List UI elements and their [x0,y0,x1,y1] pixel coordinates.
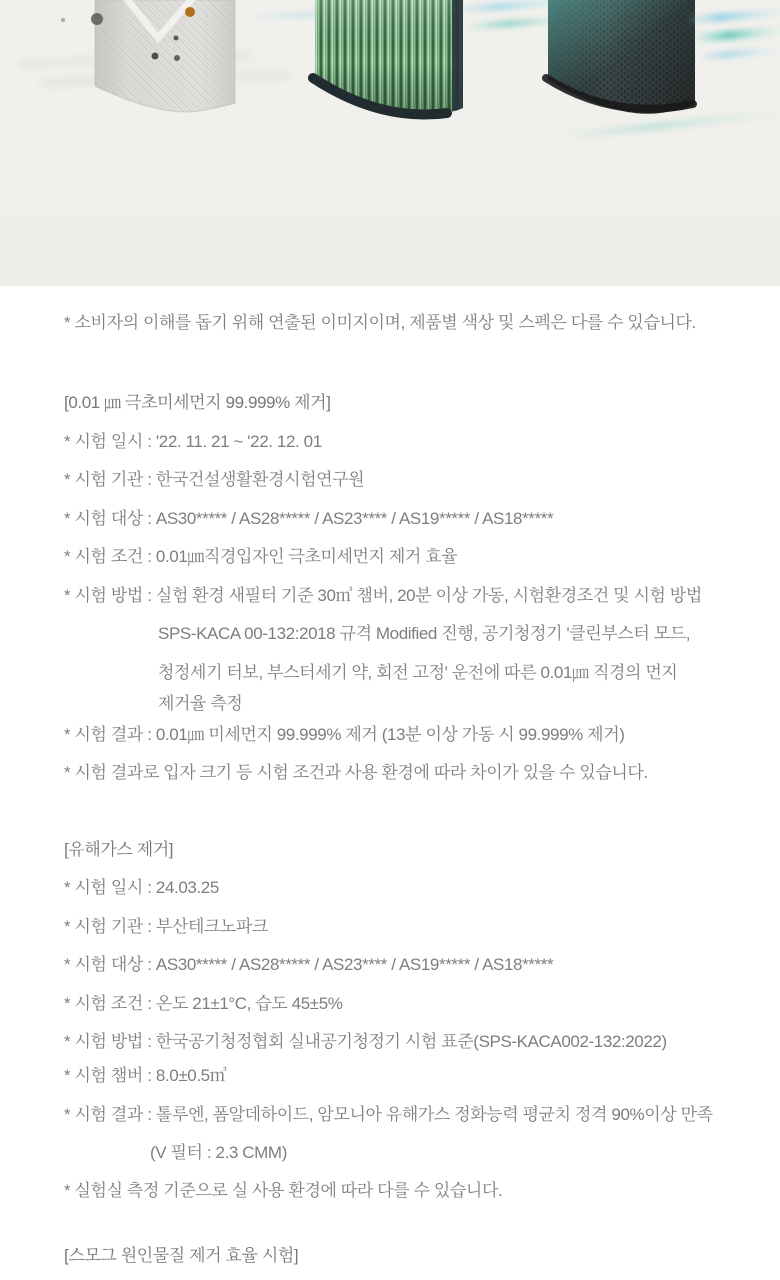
test-method-continued-line: 청정세기 터보, 부스터세기 약, 회전 고정' 운전에 따른 0.01㎛ 직경의 먼지 [158,663,678,682]
test-date-line: * 시험 일시 : '22. 11. 21 ~ '22. 12. 01 [64,432,322,451]
section-title-ultrafine-dust: [0.01 ㎛ 극초미세먼지 99.999% 제거] [64,393,331,412]
filters-illustration [0,0,780,286]
test-method-line: * 시험 방법 : 한국공기청정협회 실내공기청정기 시험 표준(SPS-KACA002-132:2022) [64,1032,667,1051]
test-condition-line: * 시험 조건 : 0.01㎛직경입자인 극초미세먼지 제거 효율 [64,547,458,566]
image-disclaimer: * 소비자의 이해를 돕기 위해 연출된 이미지이며, 제품별 색상 및 스펙은 다를 수 있습니다. [64,313,696,332]
test-method-continued-line: 제거율 측정 [158,694,243,713]
test-chamber-line: * 시험 챔버 : 8.0±0.5㎥ [64,1066,227,1085]
section-title-harmful-gas: [유해가스 제거] [64,840,174,859]
test-result-note-line: * 실험실 측정 기준으로 실 사용 환경에 따라 다를 수 있습니다. [64,1181,503,1200]
test-result-line: * 시험 결과 : 0.01㎛ 미세먼지 99.999% 제거 (13분 이상 가동 시 99.999% 제거) [64,725,625,744]
test-method-line: * 시험 방법 : 실험 환경 새필터 기준 30㎥ 챔버, 20분 이상 가동, 시험환경조건 및 시험 방법 [64,586,702,605]
test-result-continued-line: (V 필터 : 2.3 CMM) [150,1143,287,1162]
section-title-smog: [스모그 원인물질 제거 효율 시험] [64,1246,299,1265]
test-method-continued-line: SPS-KACA 00-132:2018 규격 Modified 진행, 공기청정기 '클린부스터 모드, [158,624,691,643]
test-models-line: * 시험 대상 : AS30***** / AS28***** / AS23**** / AS19***** / AS18***** [64,955,554,974]
test-agency-line: * 시험 기관 : 부산테크노파크 [64,917,269,936]
pre-filter [61,0,235,112]
test-models-line: * 시험 대상 : AS30***** / AS28***** / AS23**** / AS19***** / AS18***** [64,509,554,528]
black-deodorizing-filter [546,0,695,114]
test-agency-line: * 시험 기관 : 한국건설생활환경시험연구원 [64,470,365,489]
green-hepa-filter [313,0,463,115]
test-result-note-line: * 시험 결과로 입자 크기 등 시험 조건과 사용 환경에 따라 차이가 있을 수 있습니다. [64,763,648,782]
test-date-line: * 시험 일시 : 24.03.25 [64,878,219,897]
test-condition-line: * 시험 조건 : 온도 21±1°C, 습도 45±5% [64,994,343,1013]
test-result-line: * 시험 결과 : 톨루엔, 폼알데하이드, 암모니아 유해가스 정화능력 평균치 정격 90%이상 만족 [64,1105,713,1124]
product-hero-image [0,0,780,286]
